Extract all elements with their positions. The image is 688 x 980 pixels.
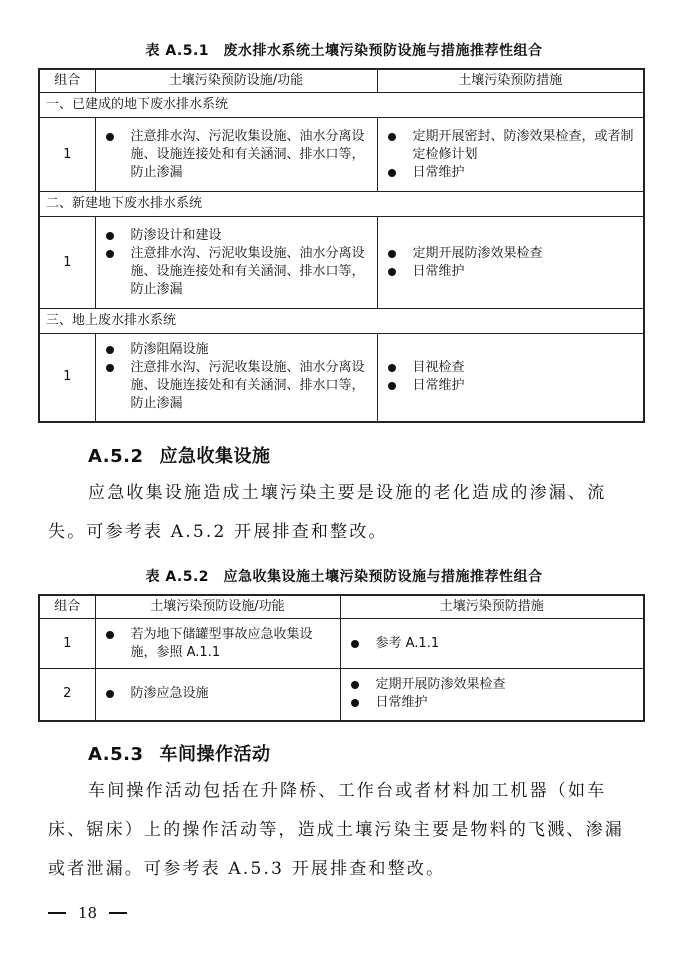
list-item: 目视检查	[386, 359, 638, 377]
paragraph-a53: 车间操作活动包括在升降桥、工作台或者材料加工机器（如车床、锯床）上的操作活动等，造成土壤污染主要是物料的飞溅、渗漏或者泄漏。可参考表 A.5.3 开展排查和整改。	[48, 781, 624, 879]
table1-section-title: 三、地上废水排水系统	[39, 309, 644, 334]
list-item: 日常维护	[386, 164, 638, 182]
footer-dash-left	[48, 912, 66, 914]
list-item: 定期开展密封、防渗效果检查，或者制定检修计划	[386, 128, 638, 164]
list-item: 防渗阻隔设施	[104, 341, 371, 359]
page-footer	[48, 904, 127, 922]
section-title: 车间操作活动	[159, 744, 271, 765]
table1-facilities-cell	[95, 118, 377, 192]
table2-facilities-cell	[95, 669, 340, 721]
table1-group-cell: 1	[39, 334, 95, 422]
table2-header-group: 组合	[39, 595, 95, 619]
page-number: 18	[78, 904, 98, 922]
list-item: 注意排水沟、污泥收集设施、油水分离设施、设施连接处和有关涵洞、排水口等，防止渗漏	[104, 245, 371, 299]
table1-section-title: 一、已建成的地下废水排水系统	[39, 93, 644, 118]
list-item: 注意排水沟、污泥收集设施、油水分离设施、设施连接处和有关涵洞、排水口等，防止渗漏	[104, 128, 371, 182]
table2-facilities-cell	[95, 619, 340, 669]
table2-measures-cell	[340, 669, 644, 721]
list-item: 日常维护	[386, 377, 638, 395]
section-heading-a52	[88, 442, 271, 468]
table2-caption: 表 A.5.2 应急收集设施土壤污染预防设施与措施推荐性组合	[145, 569, 543, 585]
list-item: 定期开展防渗效果检查	[386, 245, 638, 263]
list-item: 防渗应急设施	[104, 685, 334, 703]
table2-header-facilities: 土壤污染预防设施/功能	[95, 595, 340, 619]
table-row	[39, 619, 644, 669]
table1-section-title: 二、新建地下废水排水系统	[39, 192, 644, 217]
table1-header-row	[39, 69, 644, 93]
list-item: 日常维护	[386, 263, 638, 281]
list-item: 日常维护	[349, 694, 638, 712]
table1-facilities-cell	[95, 217, 377, 309]
table-row	[39, 217, 644, 309]
table-row	[39, 118, 644, 192]
table2-group-cell: 2	[39, 669, 95, 721]
section-number: A.5.2	[88, 446, 144, 467]
table1-section-row	[39, 192, 644, 217]
table1-header-facilities: 土壤污染预防设施/功能	[95, 69, 377, 93]
table2	[38, 594, 645, 722]
section-number: A.5.3	[88, 744, 144, 765]
table-row	[39, 669, 644, 721]
table1-facilities-cell	[95, 334, 377, 422]
table1-header-measures: 土壤污染预防措施	[377, 69, 644, 93]
footer-dash-right	[109, 912, 127, 914]
table1-caption: 表 A.5.1 废水排水系统土壤污染预防设施与措施推荐性组合	[145, 43, 543, 59]
list-item: 防渗设计和建设	[104, 227, 371, 245]
table-row	[39, 334, 644, 422]
list-item: 定期开展防渗效果检查	[349, 676, 638, 694]
table1-header-group: 组合	[39, 69, 95, 93]
section-heading-a53	[88, 740, 271, 766]
table2-group-cell: 1	[39, 619, 95, 669]
table1-measures-cell	[377, 217, 644, 309]
list-item: 若为地下储罐型事故应急收集设施，参照 A.1.1	[104, 626, 334, 662]
table1-group-cell: 1	[39, 118, 95, 192]
list-item: 参考 A.1.1	[349, 635, 638, 653]
table1	[38, 68, 645, 423]
table1-section-row	[39, 93, 644, 118]
table1-measures-cell	[377, 118, 644, 192]
list-item: 注意排水沟、污泥收集设施、油水分离设施、设施连接处和有关涵洞、排水口等，防止渗漏	[104, 359, 371, 413]
paragraph-a52: 应急收集设施造成土壤污染主要是设施的老化造成的渗漏、流失。可参考表 A.5.2 开展排查和整改。	[48, 483, 607, 542]
table1-group-cell: 1	[39, 217, 95, 309]
table2-header-measures: 土壤污染预防措施	[340, 595, 644, 619]
table1-section-row	[39, 309, 644, 334]
table2-header-row	[39, 595, 644, 619]
table1-measures-cell	[377, 334, 644, 422]
section-title: 应急收集设施	[159, 446, 271, 467]
table2-measures-cell	[340, 619, 644, 669]
